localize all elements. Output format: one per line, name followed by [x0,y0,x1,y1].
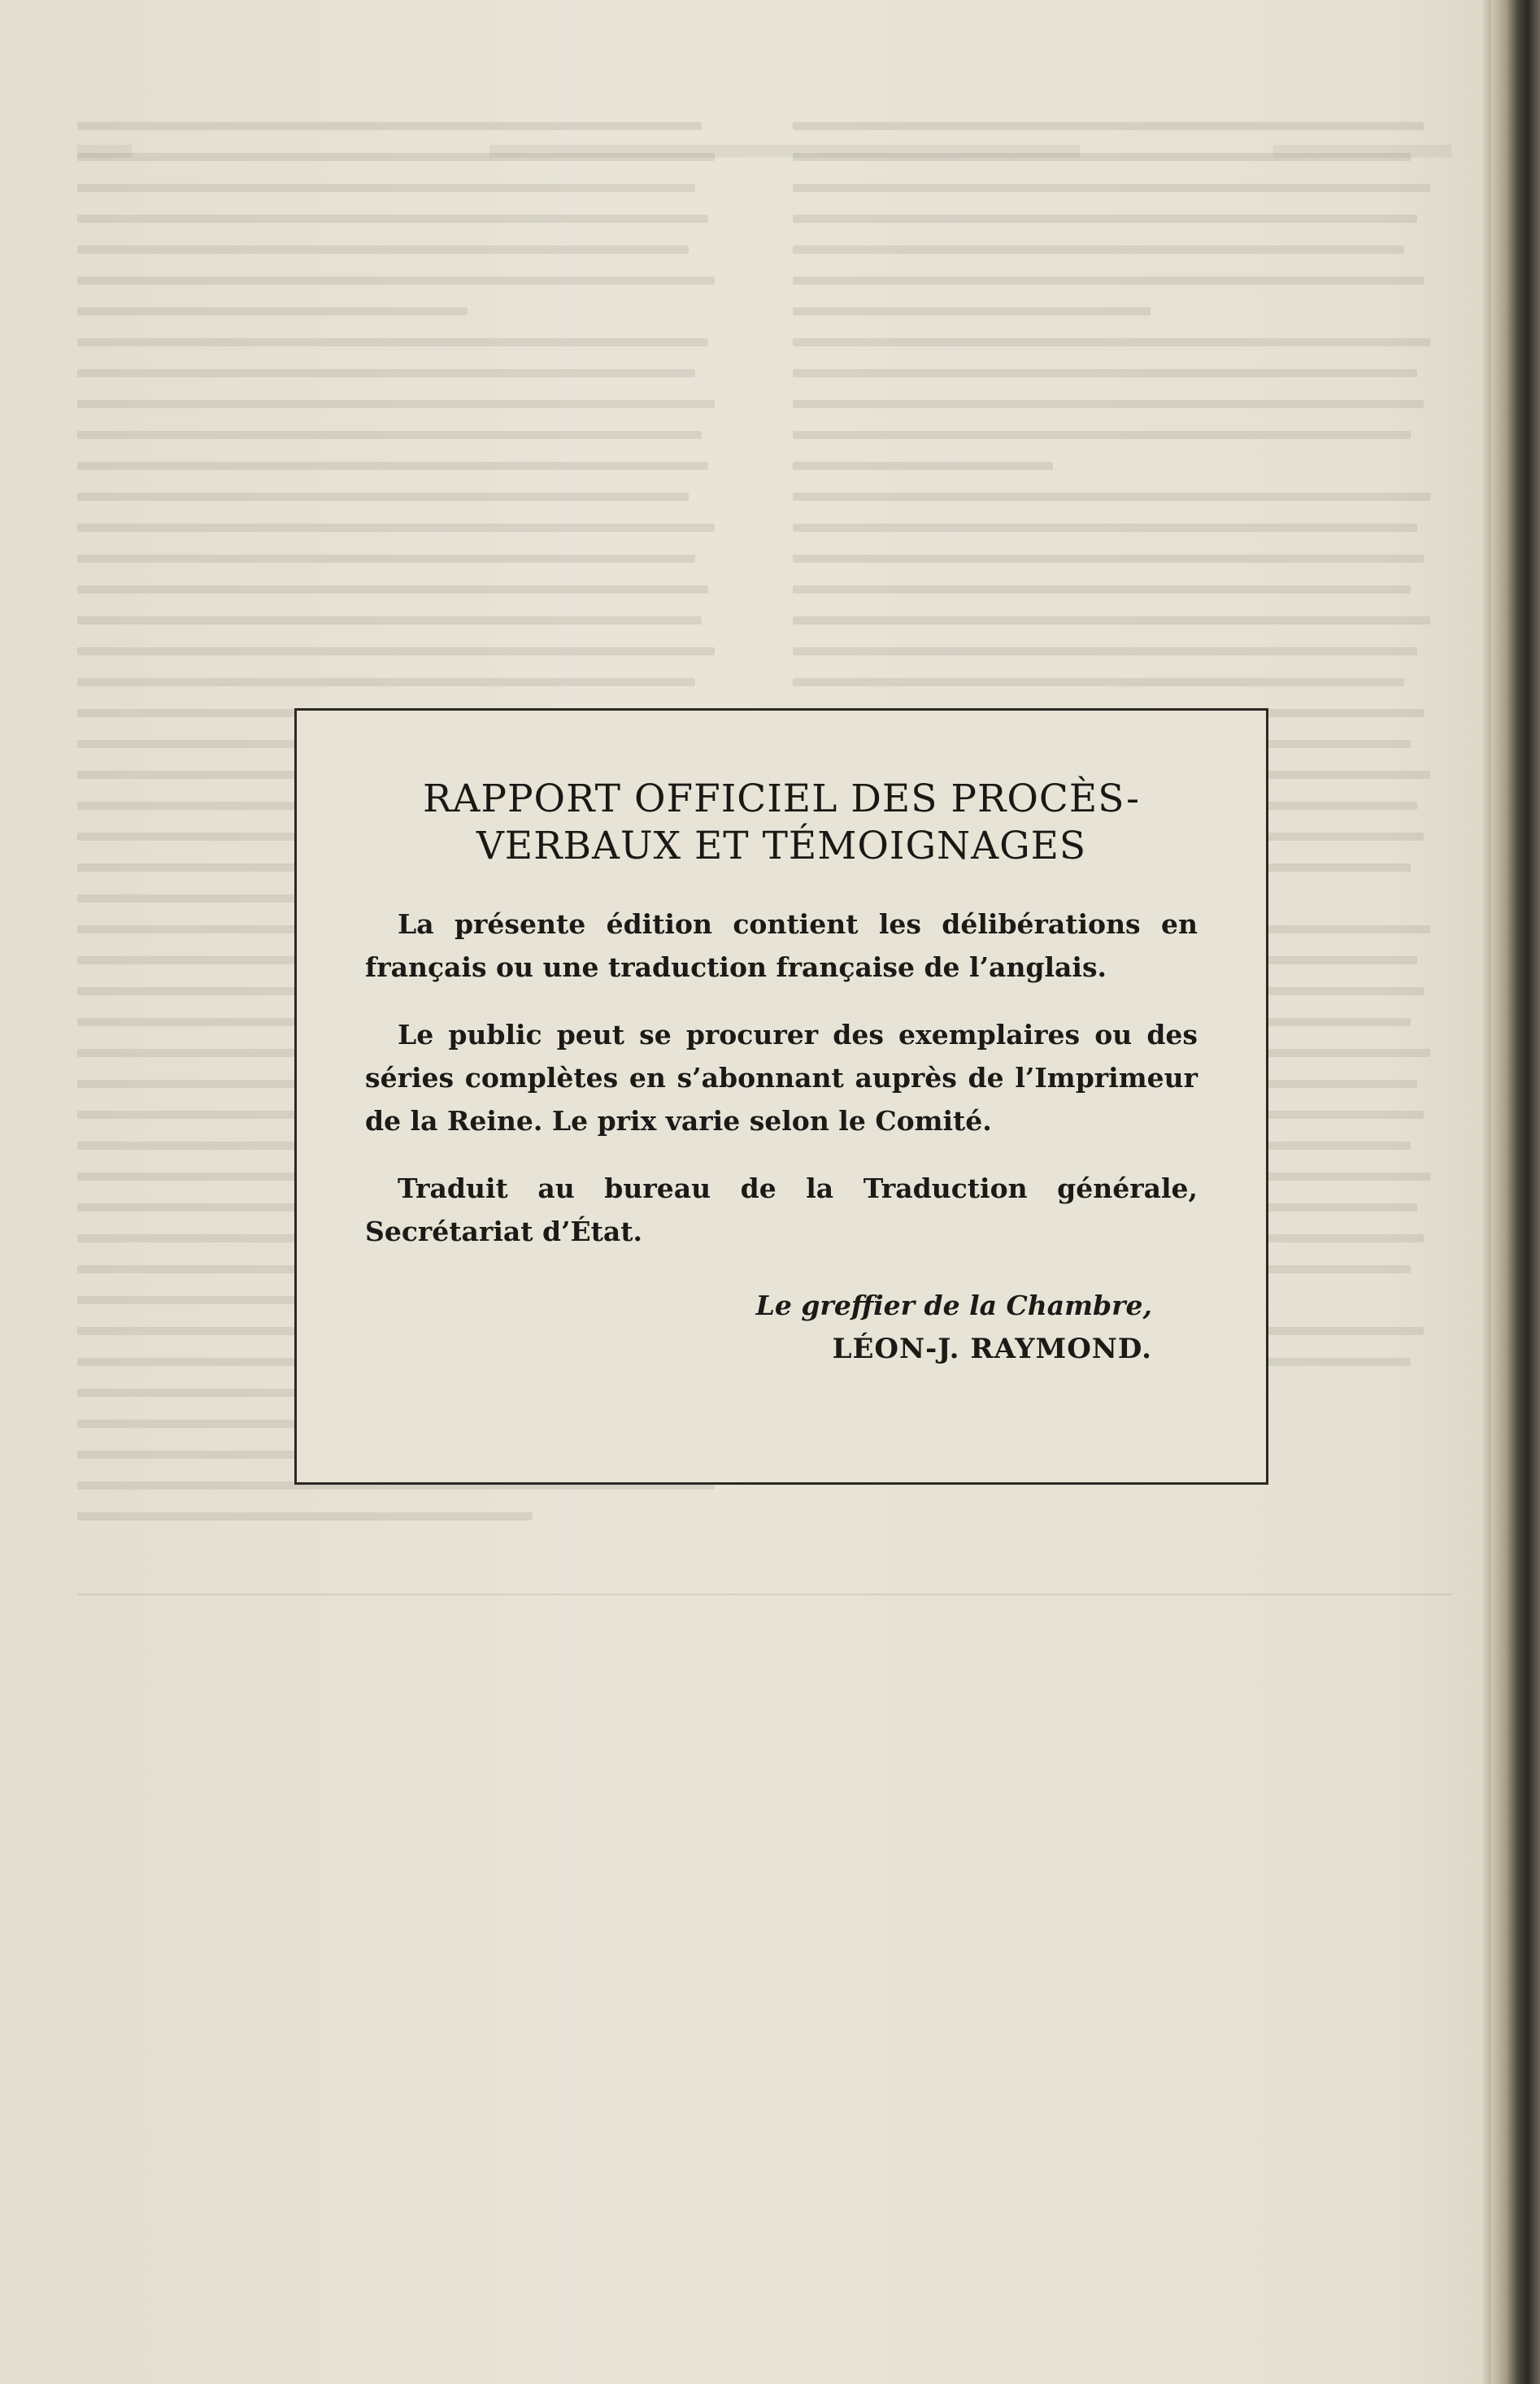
page-edge-shadow [1480,0,1491,2384]
book-binding-edge [1491,0,1540,2384]
bleed-through-rule [77,1594,1451,1595]
subscription-paragraph: Le public peut se procurer des exemplaires ou des séries complètes en s’abonnant auprès de l’Imprimeur de la Reine. Le prix varie selon le Comité. [365,1019,1198,1137]
notice-title: RAPPORT OFFICIEL DES PROCÈS-VERBAUX ET TÉMOIGNAGES [422,777,1140,868]
signature-block [365,1284,1198,1372]
translation-credit-paragraph: Traduit au bureau de la Traduction générale, Secrétariat d’État. [365,1172,1198,1247]
edition-contents-paragraph: La présente édition contient les délibérations en français ou une traduction française de l’anglais. [365,908,1198,983]
signature-role: Le greffier de la Chambre, [755,1290,1152,1321]
signature-name: LÉON-J. RAYMOND. [832,1333,1152,1365]
official-report-notice-box [294,708,1268,1485]
